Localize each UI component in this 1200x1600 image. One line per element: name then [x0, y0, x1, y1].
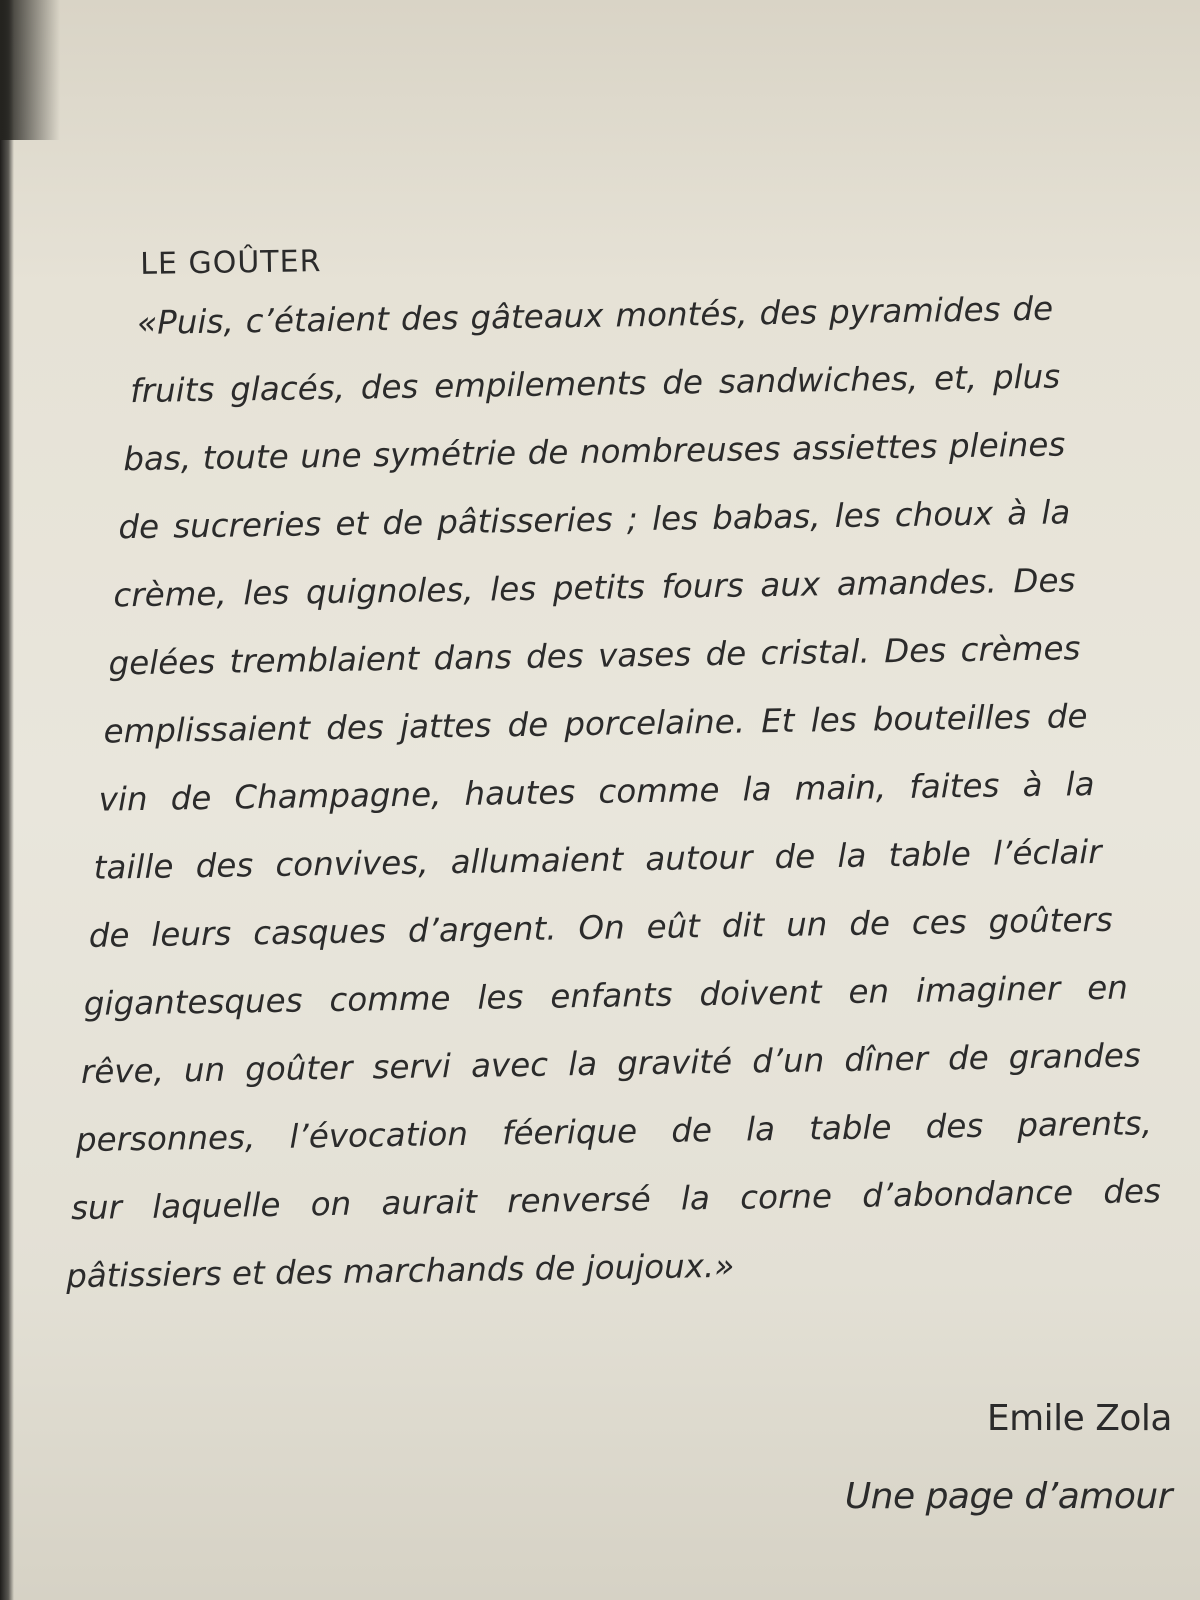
- quote-line: de sucreries et de pâtisseries ; les babas, les choux à la: [118, 493, 1071, 547]
- author-name: Emile Zola: [986, 1398, 1172, 1439]
- quote-line: de leurs casques d’argent. On eût dit un de ces goûters: [88, 900, 1113, 955]
- quote-text: [65, 273, 1162, 1310]
- page-edge-shadow: [0, 0, 14, 1600]
- quote-block: [65, 231, 1162, 1310]
- quote-line: pâtissiers et des marchands de joujoux.»: [65, 1246, 735, 1296]
- quote-line: rêve, un goûter servi avec la gravité d’un dîner de grandes: [80, 1036, 1142, 1091]
- quote-line: «Puis, c’étaient des gâteaux montés, des pyramides de: [136, 289, 1054, 342]
- attribution: [845, 1396, 1172, 1520]
- page-corner-shadow: [0, 0, 60, 140]
- document-title: LE GOÛTER: [139, 244, 322, 282]
- quote-line: taille des convives, allumaient autour de la table l’éclair: [93, 832, 1102, 887]
- quote-line: crème, les quignoles, les petits fours aux amandes. Des: [113, 561, 1076, 615]
- quote-line: personnes, l’évocation féerique de la table des parents,: [75, 1104, 1153, 1160]
- quote-line: gigantesques comme les enfants doivent en imaginer en: [83, 968, 1129, 1023]
- quote-line: vin de Champagne, hautes comme la main, faites à la: [98, 765, 1095, 819]
- quote-line: fruits glacés, des empilements de sandwiches, et, plus: [129, 357, 1061, 411]
- quote-line: gelées tremblaient dans des vases de cristal. Des crèmes: [108, 629, 1081, 683]
- quote-line: sur laquelle on aurait renversé la corne d’abondance des: [70, 1172, 1162, 1228]
- quote-line: bas, toute une symétrie de nombreuses assiettes pleines: [123, 425, 1066, 479]
- quote-line: emplissaient des jattes de porcelaine. Et les bouteilles de: [103, 697, 1088, 751]
- work-title: Une page d’amour: [844, 1476, 1172, 1517]
